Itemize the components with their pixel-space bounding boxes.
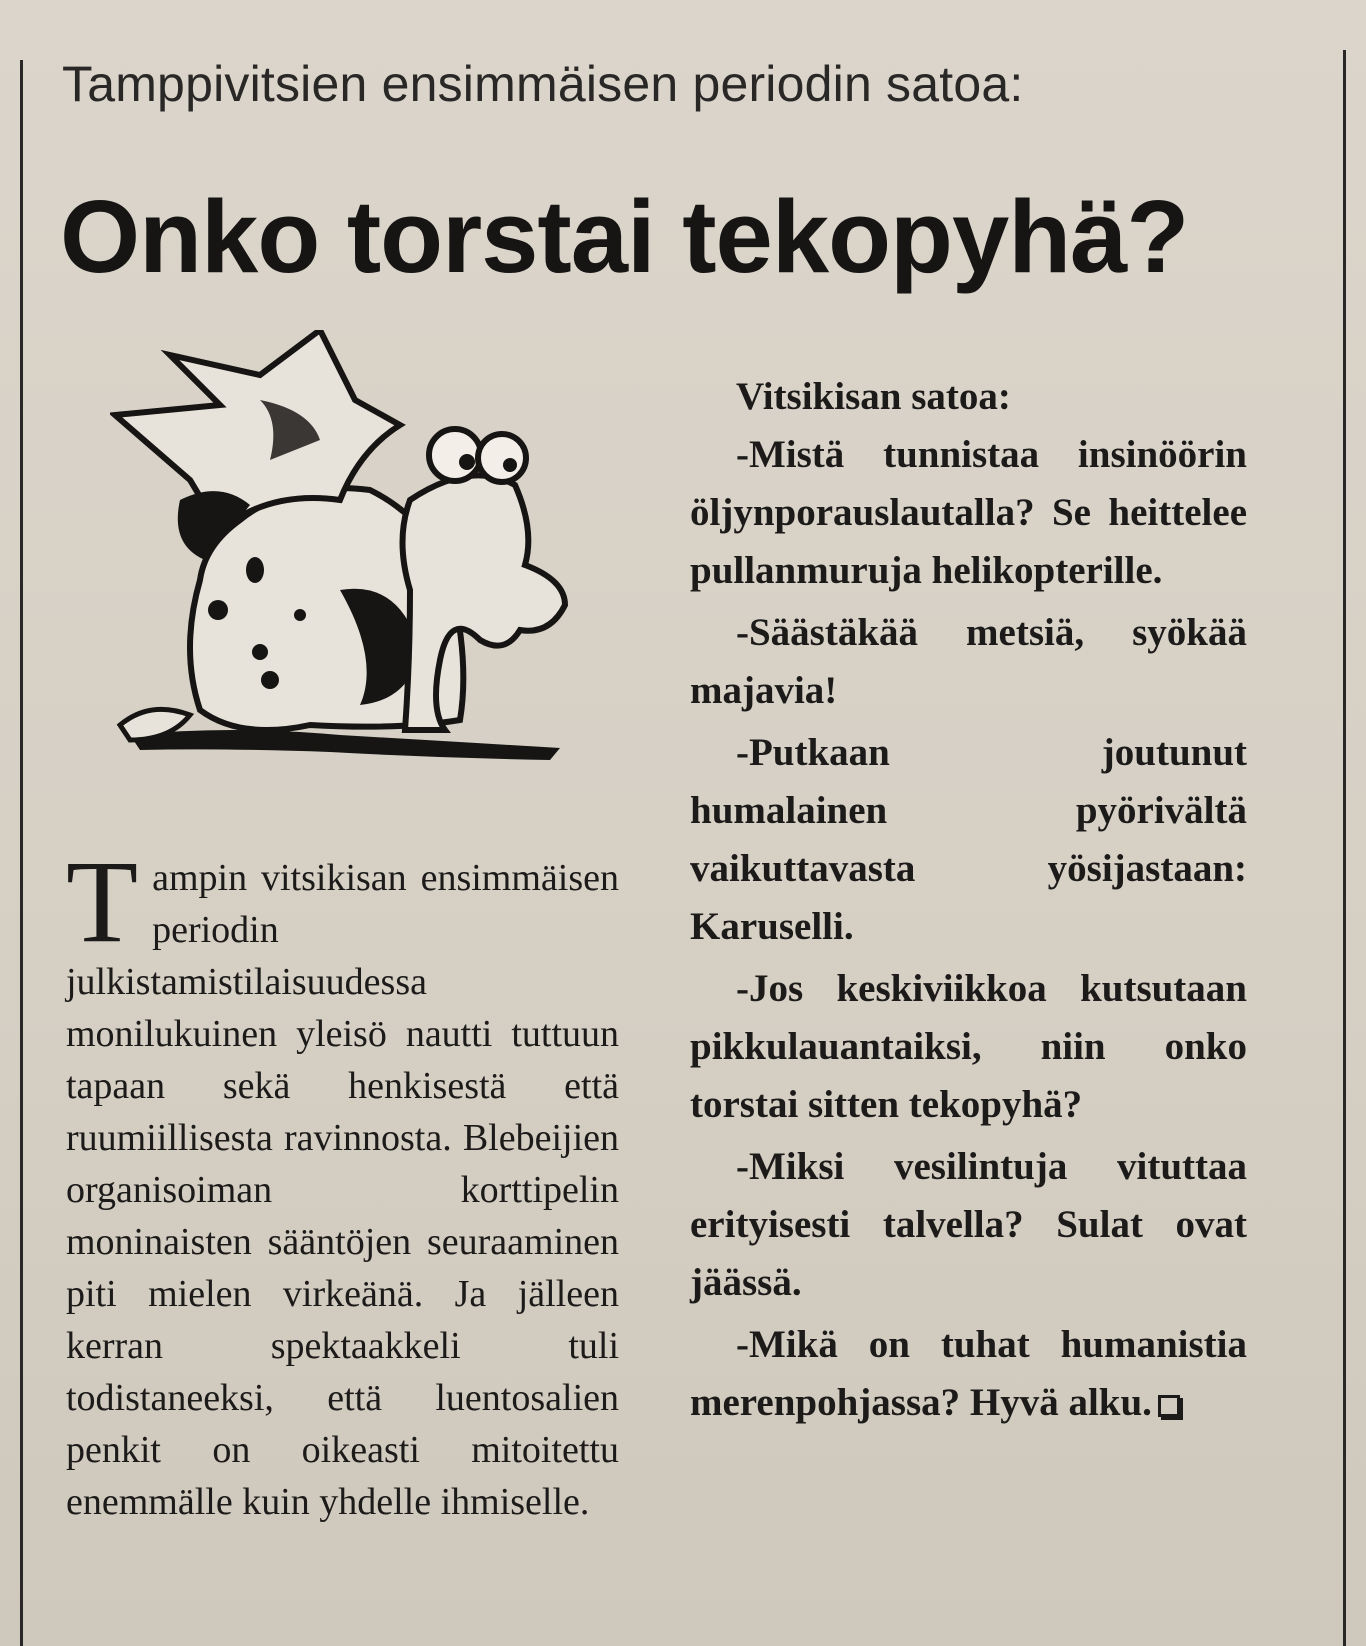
article-body-column (66, 836, 619, 1528)
end-square-icon (1158, 1395, 1180, 1417)
article-headline: Onko torstai tekopyhä? (60, 179, 1189, 294)
drop-cap: T (66, 836, 139, 967)
joke-item: -Säästäkää metsiä, syökää majavia! (690, 611, 1247, 712)
joke-item-last (690, 1316, 1247, 1432)
article-kicker: Tamppivitsien ensimmäisen periodin satoa: (62, 56, 1024, 112)
joke-item-text: -Mikä on tuhat humanistia merenpohjassa? Hyvä alku. (690, 1323, 1247, 1424)
joke-item: -Miksi vesilintuja vituttaa erityisesti talvella? Sulat ovat jäässä. (690, 1145, 1247, 1304)
joke-item: -Putkaan joutunut humalainen pyörivältä vaikuttavasta yösijastaan: Karuselli. (690, 731, 1247, 948)
article-body-paragraph (66, 836, 619, 1528)
jokes-heading: Vitsikisan satoa: (736, 375, 1011, 418)
monster-cartoon-icon (110, 330, 580, 800)
column-rule-right (1343, 50, 1346, 1646)
joke-item: -Mistä tunnistaa insinöörin öljynporauslautalla? Se heittelee pullanmuruja helikopterille. (690, 433, 1247, 592)
jokes-column (690, 368, 1247, 1436)
joke-item: -Jos keskiviikkoa kutsutaan pikkulauantaiksi, niin onko torstai sitten tekopyhä? (690, 967, 1247, 1126)
column-rule-left (20, 60, 23, 1646)
article-body-text: ampin vitsikisan ensimmäisen periodin julkistamistilaisuudessa monilukuinen yleisö nautti tuttuun tapaan sekä henkisestä että ruumiillisesta ravinnosta. Blebeijien organisoiman korttipelin moninaisten sääntöjen seuraaminen piti mielen virkeänä. Ja jälleen kerran spektaakkeli tuli todistaneeksi, että luentosalien penkit on oikeasti mitoitettu enemmälle kuin yhdelle ihmiselle. (66, 857, 619, 1523)
